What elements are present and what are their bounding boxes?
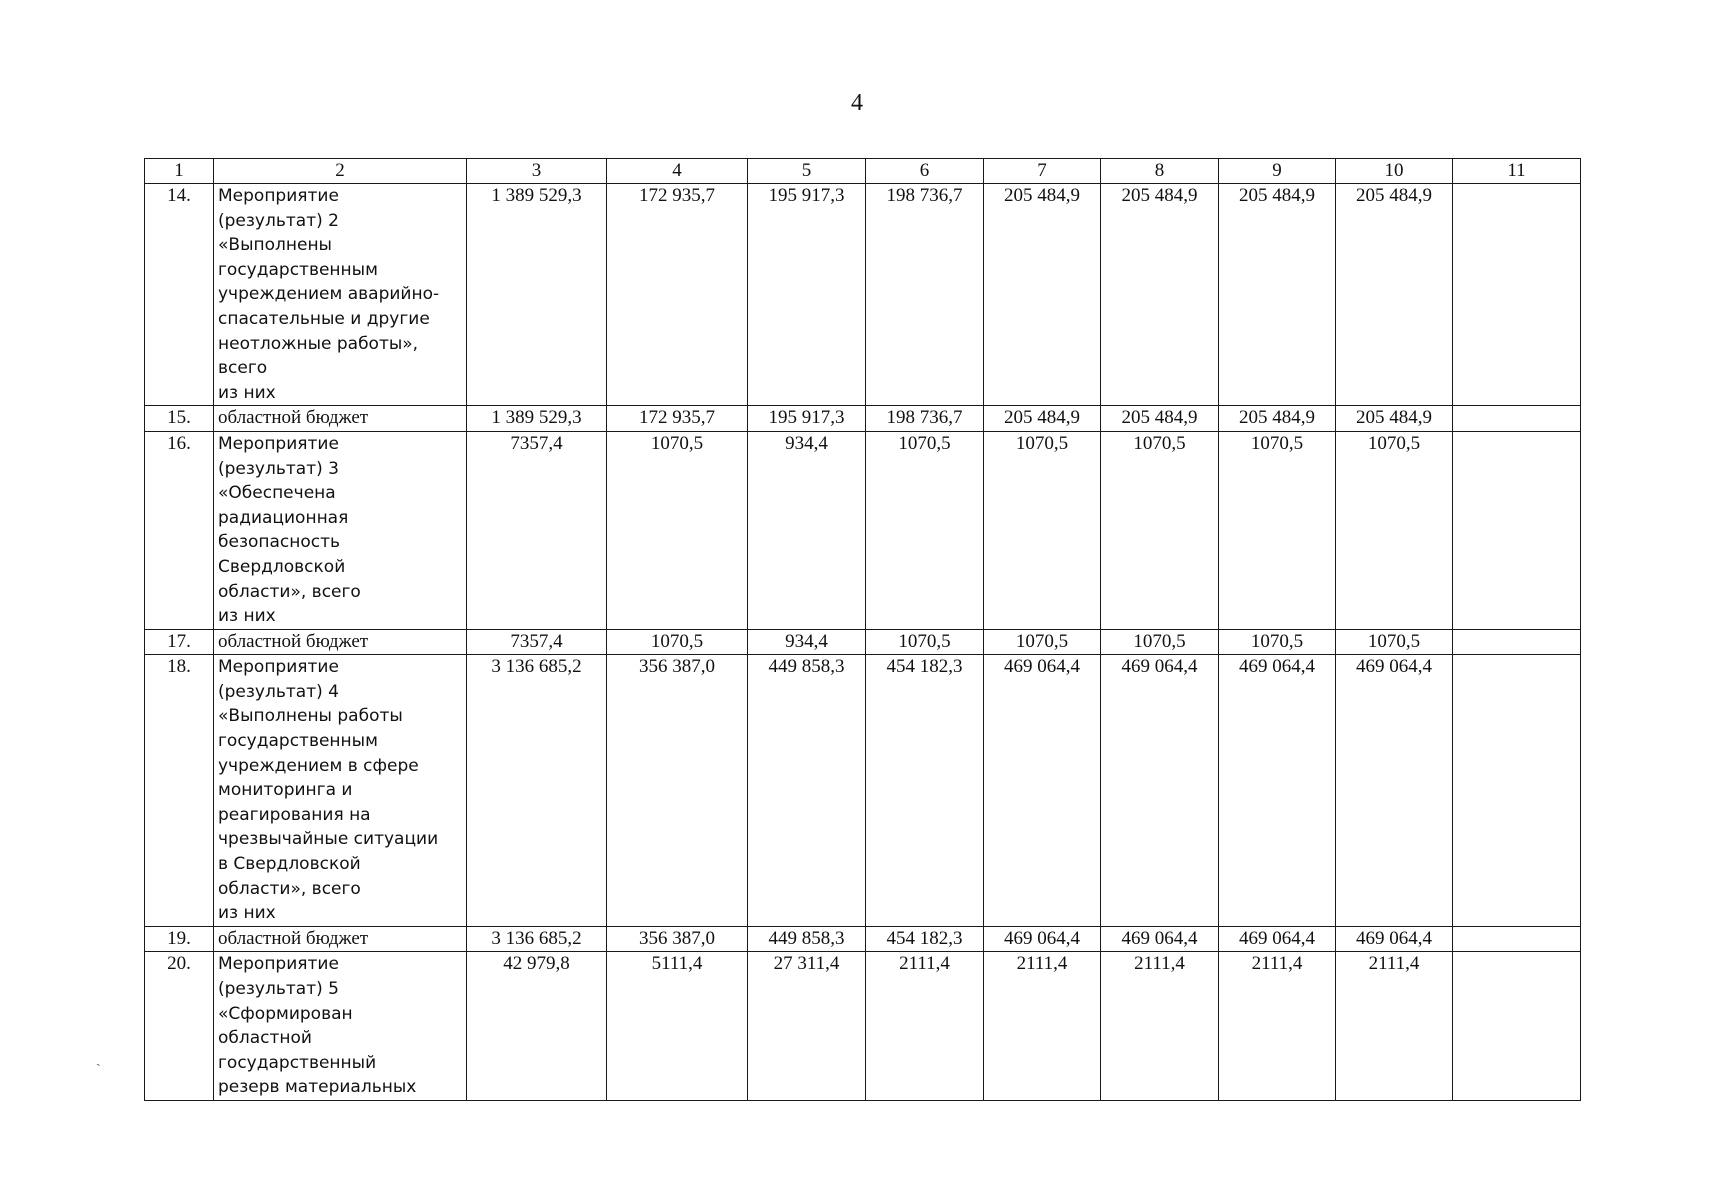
value-cell: 205 484,9 [1219,406,1336,432]
value-cell: 1070,5 [1336,629,1453,655]
value-cell [1453,431,1581,629]
column-number: 1 [145,159,214,184]
table-row [145,431,1581,629]
value-cell: 2111,4 [1219,952,1336,1101]
value-cell: 454 182,3 [866,655,984,927]
value-cell [1453,952,1581,1101]
value-cell: 469 064,4 [1336,655,1453,927]
value-cell [1453,926,1581,952]
row-number: 20. [145,952,214,1101]
value-cell: 454 182,3 [866,926,984,952]
value-cell: 195 917,3 [748,406,866,432]
value-cell: 2111,4 [866,952,984,1101]
value-cell: 934,4 [748,431,866,629]
value-cell: 205 484,9 [1101,406,1219,432]
value-cell [1453,184,1581,406]
row-label: областной бюджет [214,926,467,952]
value-cell: 205 484,9 [1219,184,1336,406]
value-cell: 1070,5 [607,431,748,629]
column-number: 6 [866,159,984,184]
row-number: 16. [145,431,214,629]
column-number: 8 [1101,159,1219,184]
value-cell: 172 935,7 [607,184,748,406]
row-label: Мероприятие (результат) 5 «Сформирован областной государственный резерв материальных [214,952,467,1101]
value-cell [1453,655,1581,927]
value-cell: 205 484,9 [1336,406,1453,432]
value-cell: 1070,5 [1101,629,1219,655]
value-cell: 27 311,4 [748,952,866,1101]
page-number: 4 [851,90,863,116]
value-cell: 205 484,9 [984,184,1101,406]
value-cell: 2111,4 [1101,952,1219,1101]
value-cell: 42 979,8 [467,952,607,1101]
value-cell: 1 389 529,3 [467,406,607,432]
column-number: 10 [1336,159,1453,184]
value-cell: 1070,5 [1219,431,1336,629]
row-label: Мероприятие (результат) 3 «Обеспечена радиационная безопасность Свердловской области», всего из них [214,431,467,629]
row-label: Мероприятие (результат) 4 «Выполнены работы государственным учреждением в сфере мониторинга и реагирования на чрезвычайные ситуации в Свердловской области», всего из них [214,655,467,927]
value-cell: 469 064,4 [1101,926,1219,952]
value-cell: 356 387,0 [607,655,748,927]
value-cell: 1070,5 [607,629,748,655]
column-number: 5 [748,159,866,184]
row-number: 17. [145,629,214,655]
value-cell: 469 064,4 [1336,926,1453,952]
value-cell [1453,629,1581,655]
value-cell: 1070,5 [1219,629,1336,655]
value-cell: 1070,5 [866,629,984,655]
table-row [145,184,1581,406]
value-cell: 172 935,7 [607,406,748,432]
value-cell: 469 064,4 [1219,926,1336,952]
value-cell: 1070,5 [1336,431,1453,629]
row-number: 15. [145,406,214,432]
table-row [145,406,1581,432]
column-number: 3 [467,159,607,184]
value-cell: 7357,4 [467,431,607,629]
table-body [145,184,1581,1101]
value-cell: 198 736,7 [866,406,984,432]
column-number: 2 [214,159,467,184]
value-cell: 195 917,3 [748,184,866,406]
table-row [145,952,1581,1101]
value-cell: 469 064,4 [1219,655,1336,927]
value-cell: 205 484,9 [1336,184,1453,406]
value-cell: 7357,4 [467,629,607,655]
value-cell: 1070,5 [984,431,1101,629]
column-number: 4 [607,159,748,184]
table-row [145,655,1581,927]
value-cell: 1070,5 [984,629,1101,655]
row-label: областной бюджет [214,629,467,655]
column-number: 7 [984,159,1101,184]
column-number-row [145,159,1581,184]
value-cell: 1070,5 [1101,431,1219,629]
value-cell: 356 387,0 [607,926,748,952]
column-number: 11 [1453,159,1581,184]
row-number: 14. [145,184,214,406]
value-cell: 449 858,3 [748,926,866,952]
value-cell: 1 389 529,3 [467,184,607,406]
row-number: 19. [145,926,214,952]
value-cell: 205 484,9 [1101,184,1219,406]
table-row [145,926,1581,952]
stray-mark: ˏ [96,1052,101,1067]
row-number: 18. [145,655,214,927]
table-row [145,629,1581,655]
column-number: 9 [1219,159,1336,184]
table-header [145,159,1581,184]
value-cell: 449 858,3 [748,655,866,927]
row-label: Мероприятие (результат) 2 «Выполнены государственным учреждением аварийно- спасательные и другие неотложные работы», всего из них [214,184,467,406]
value-cell: 469 064,4 [1101,655,1219,927]
value-cell: 198 736,7 [866,184,984,406]
value-cell: 2111,4 [1336,952,1453,1101]
value-cell: 205 484,9 [984,406,1101,432]
value-cell: 2111,4 [984,952,1101,1101]
budget-table [144,158,1581,1101]
value-cell: 469 064,4 [984,655,1101,927]
value-cell: 934,4 [748,629,866,655]
value-cell: 469 064,4 [984,926,1101,952]
value-cell: 3 136 685,2 [467,655,607,927]
value-cell: 3 136 685,2 [467,926,607,952]
value-cell: 1070,5 [866,431,984,629]
value-cell [1453,406,1581,432]
row-label: областной бюджет [214,406,467,432]
value-cell: 5111,4 [607,952,748,1101]
